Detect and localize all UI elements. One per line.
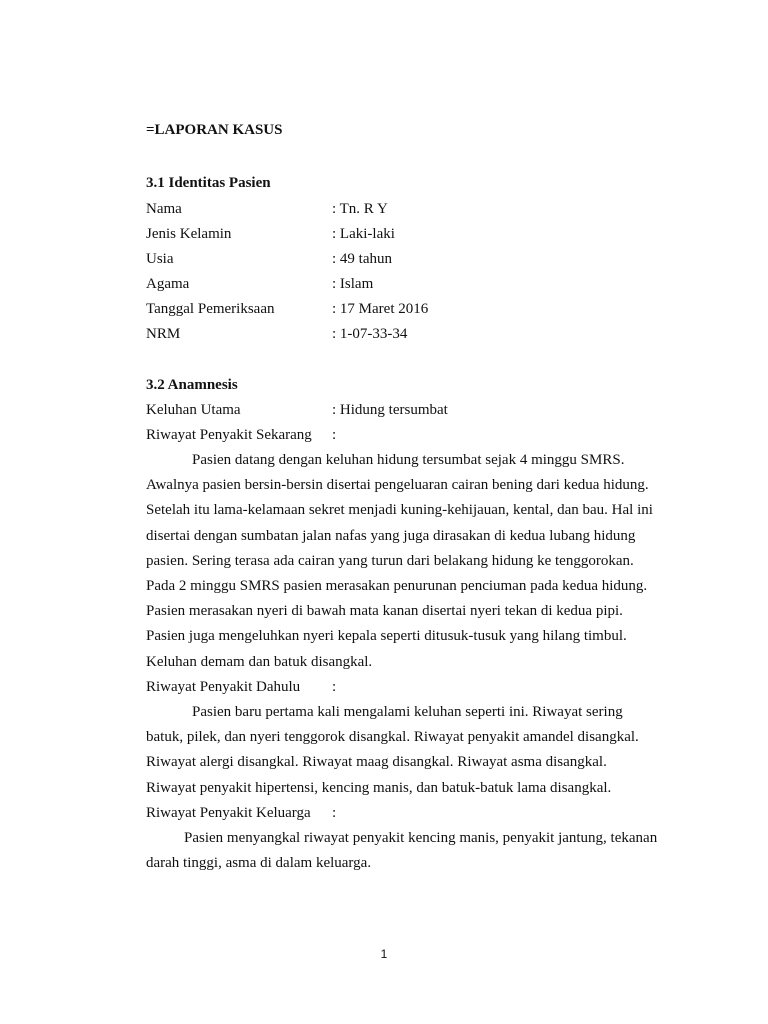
field-value: : 1-07-33-34 [332,326,408,342]
field-row-keluhan-utama [146,402,666,424]
field-label: Riwayat Penyakit Sekarang [146,427,312,443]
field-value: : Laki-laki [332,226,395,242]
field-row-nama [146,201,666,223]
field-label: Riwayat Penyakit Dahulu [146,679,301,695]
section-heading-anamnesis: 3.2 Anamnesis [146,377,238,393]
field-label: Jenis Kelamin [146,226,232,242]
paragraph-rpk: Pasien menyangkal riwayat penyakit kencing manis, penyakit jantung, tekanan darah tinggi, asma di dalam keluarga. [146,830,658,872]
field-label: Riwayat Penyakit Keluarga [146,805,311,821]
field-row-agama [146,276,666,298]
field-label: Agama [146,276,190,292]
field-label: Usia [146,251,174,267]
page-number: 1 [380,947,388,961]
field-label: Tanggal Pemeriksaan [146,301,275,317]
field-value: : [332,805,337,821]
paragraph-rpd: Pasien baru pertama kali mengalami keluhan seperti ini. Riwayat sering batuk, pilek, dan nyeri tenggorok disangkal. Riwayat penyakit amandel disangkal. Riwayat alergi disangkal. Riwayat maag disangkal. Riwayat asma disangkal. Riwayat penyakit hipertensi, kencing manis, dan batuk-batuk lama disangkal. [146,704,639,796]
paragraph-rps: Pasien datang dengan keluhan hidung tersumbat sejak 4 minggu SMRS. Awalnya pasien bersin-bersin disertai pengeluaran cairan bening dari kedua hidung. Setelah itu lama-kelamaan sekret menjadi kuning-kehijauan, kental, dan bau. Hal ini disertai dengan sumbatan jalan nafas yang juga dirasakan di kedua lubang hidung pasien. Sering terasa ada cairan yang turun dari belakang hidung ke tenggorokan. Pada 2 minggu SMRS pasien merasakan penurunan penciuman pada kedua hidung. Pasien merasakan nyeri di bawah mata kanan disertai nyeri tekan di kedua pipi. Pasien juga mengeluhkan nyeri kepala seperti ditusuk-tusuk yang hilang timbul. Keluhan demam dan batuk disangkal. [146,452,653,670]
document-title: =LAPORAN KASUS [146,122,283,138]
field-row-nrm [146,326,666,348]
field-row-tanggal-pemeriksaan [146,301,666,323]
field-value: : Islam [332,276,374,292]
field-value: : Tn. R Y [332,201,388,217]
field-row-usia [146,251,666,273]
field-value: : [332,679,337,695]
field-row-rps [146,427,666,449]
field-row-rpk [146,805,666,827]
field-value: : Hidung tersumbat [332,402,448,418]
field-label: NRM [146,326,181,342]
field-value: : 17 Maret 2016 [332,301,429,317]
field-value: : 49 tahun [332,251,392,267]
field-label: Keluhan Utama [146,402,241,418]
field-row-jenis-kelamin [146,226,666,248]
field-row-rpd [146,679,666,701]
field-value: : [332,427,337,443]
field-label: Nama [146,201,182,217]
section-heading-identitas: 3.1 Identitas Pasien [146,175,271,191]
